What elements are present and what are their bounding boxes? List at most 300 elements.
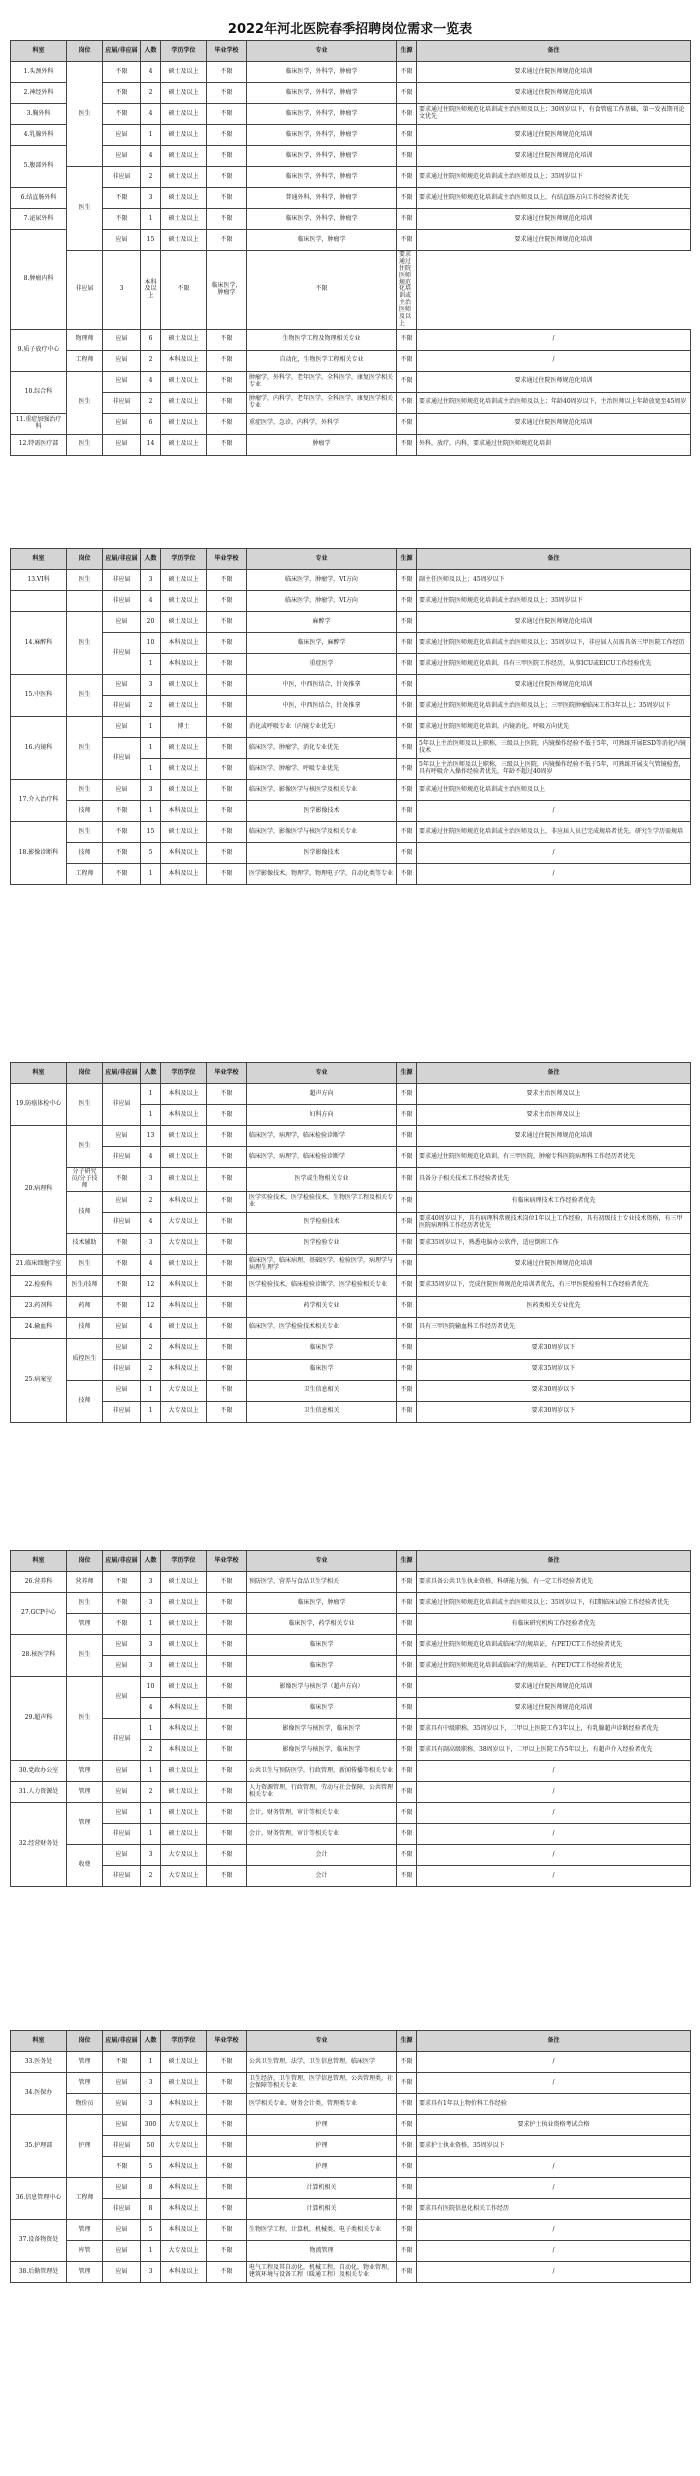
table-cell: 硕士及以上 [161, 675, 207, 696]
table-cell: 不限 [397, 780, 417, 801]
table-cell: 医生 [67, 371, 103, 434]
table-cell: 不限 [397, 2094, 417, 2115]
table-cell: 12 [141, 1275, 161, 1296]
table-row [11, 1593, 691, 1614]
table-cell: 1 [141, 1761, 161, 1782]
column-header-major: 专业 [247, 549, 397, 570]
table-cell: 肿瘤学 [247, 434, 397, 455]
table-cell: 硕士及以上 [161, 1317, 207, 1338]
table-cell: 临床医学，肿瘤学，消化专业优先 [247, 738, 397, 759]
table-cell: 20 [141, 612, 161, 633]
table-cell: 硕士及以上 [161, 209, 207, 230]
table-cell: 分子研究员/分子技师 [67, 1168, 103, 1192]
table-row [11, 1401, 691, 1422]
table-cell: 要求通过住院医师规范化培训 [417, 371, 691, 392]
table-cell: 药学相关专业 [247, 1296, 397, 1317]
table-cell: 不限 [207, 1761, 247, 1782]
table-cell: 不限 [207, 188, 247, 209]
table-cell: 22.检验科 [11, 1275, 67, 1296]
table-cell: 会计 [247, 1845, 397, 1866]
table-cell: 要求通过住院医师规范化培训 [417, 675, 691, 696]
table-cell: 2 [141, 350, 161, 371]
table-cell: 不限 [397, 570, 417, 591]
table-cell: 不限 [397, 167, 417, 188]
table-cell: 1 [141, 1719, 161, 1740]
column-header-origin: 生源 [397, 1063, 417, 1084]
table-cell: 医生 [67, 612, 103, 675]
table-cell: 医学影像技术，物理学，物理电子学，自动化类等专业 [247, 864, 397, 885]
table-cell: 1 [141, 1803, 161, 1824]
table-cell: 硕士及以上 [161, 1254, 207, 1275]
table-cell: 3 [141, 1656, 161, 1677]
table-cell: 要求通过住院医师规范化培训或主治医师及以上，非应届人员已完成规培者优先，研究生学历需规培 [417, 822, 691, 843]
table-cell: 不限 [207, 2157, 247, 2178]
table-cell: 应届 [103, 350, 141, 371]
table-cell: 应届 [103, 675, 141, 696]
table-cell: 硕士及以上 [161, 1614, 207, 1635]
table-cell: 临床医学，肿瘤学 [247, 1593, 397, 1614]
table-cell: 6 [141, 329, 161, 350]
table-row [11, 738, 691, 759]
table-cell: 不限 [207, 1275, 247, 1296]
table-cell: 医学影像技术 [247, 801, 397, 822]
table-cell: 27.GCP中心 [11, 1593, 67, 1635]
table-cell: 管理 [67, 2052, 103, 2073]
table-row [11, 83, 691, 104]
column-header-remarks: 备注 [417, 549, 691, 570]
table-row [11, 1572, 691, 1593]
table-cell: 肿瘤学，外科学，老年医学，全科医学，康复医学相关专业 [247, 371, 397, 392]
table-cell: 要求通过住院医师规范化培训或主治医师及以上；三甲医院肿瘤临床工作3年以上；35周岁以下 [417, 696, 691, 717]
table-cell: 不限 [397, 1317, 417, 1338]
table-cell: 医生 [67, 822, 103, 843]
table-cell: 不限 [207, 780, 247, 801]
table-cell: 医生 [67, 780, 103, 801]
table-cell: 不限 [397, 1719, 417, 1740]
table-cell: 非应届 [103, 2136, 141, 2157]
table-cell: 硕士及以上 [161, 1147, 207, 1168]
table-cell: 不限 [207, 1168, 247, 1192]
table-cell: 不限 [397, 1761, 417, 1782]
table-cell: 临床医学 [247, 1656, 397, 1677]
table-row [11, 1212, 691, 1233]
table-cell: 副主任医师及以上；45周岁以下 [417, 570, 691, 591]
table-cell: 不限 [207, 1191, 247, 1212]
table-row [11, 1803, 691, 1824]
table-cell: 物理师 [67, 329, 103, 350]
table-row [11, 1233, 691, 1254]
column-header-origin: 生源 [397, 1551, 417, 1572]
table-cell: 15 [141, 230, 161, 251]
table-cell: 大专及以上 [161, 1380, 207, 1401]
column-header-major: 专业 [247, 1063, 397, 1084]
table-row [11, 329, 691, 350]
table-cell: 应届 [103, 2115, 141, 2136]
table-cell: 要求通过住院医师规范化培训或主治医师及以上；35周岁以下，非应届人员需具备三甲医院工作经历 [417, 633, 691, 654]
table-cell: 大专及以上 [161, 2136, 207, 2157]
table-cell: 5 [141, 2220, 161, 2241]
table-cell: 重症医学，急诊，内科学，外科学 [247, 413, 397, 434]
table-cell: 17.介入治疗科 [11, 780, 67, 822]
table-cell: 不限 [397, 1656, 417, 1677]
table-cell: 3 [141, 1845, 161, 1866]
table-cell: 要求通过住院医师规范化培训或临床学的规培证，有PET/CT工作经验者优先 [417, 1635, 691, 1656]
table-cell: 本科及以上 [161, 2220, 207, 2241]
table-cell: / [417, 2241, 691, 2262]
table-row [11, 2157, 691, 2178]
table-cell: 2.神经外科 [11, 83, 67, 104]
table-cell: 质控医生 [67, 1338, 103, 1380]
table-cell: 10 [141, 633, 161, 654]
table-cell: 不限 [207, 1126, 247, 1147]
table-cell: 非应届 [103, 1147, 141, 1168]
column-header-position: 岗位 [67, 41, 103, 62]
table-cell: 应届 [103, 2220, 141, 2241]
table-cell: 不限 [103, 83, 141, 104]
table-cell: 3 [141, 2073, 161, 2094]
table-cell: 影像医学与核医学（超声方向） [247, 1677, 397, 1698]
table-cell: 不限 [207, 759, 247, 780]
table-cell: 医学检验专业 [247, 1233, 397, 1254]
table-cell: 1 [141, 2241, 161, 2262]
table-cell: 非应届 [103, 1401, 141, 1422]
table-cell: 要求35周岁以下，完成住院医师规范化培训者优先，有三甲医院检验科工作经验者优先 [417, 1275, 691, 1296]
table-cell: 不限 [161, 251, 207, 330]
table-cell: / [417, 1845, 691, 1866]
table-cell: 要求30周岁以下 [417, 1380, 691, 1401]
column-header-fresh-grad: 应届/非应届 [103, 41, 141, 62]
table-cell: 不限 [397, 1168, 417, 1192]
table-cell: 要求具有医院信息化相关工作经历 [417, 2199, 691, 2220]
table-cell: 28.核医学科 [11, 1635, 67, 1677]
table-cell: 要求35周岁以下，熟悉电脑办公软件，适应倒班工作 [417, 1233, 691, 1254]
table-cell: 应届 [103, 146, 141, 167]
table-cell: 应届 [103, 1338, 141, 1359]
table-cell: 不限 [207, 1740, 247, 1761]
table-cell: 不限 [397, 738, 417, 759]
table-cell: 不限 [103, 1614, 141, 1635]
table-cell: 不限 [397, 1635, 417, 1656]
table-cell: 临床医学，肿瘤学 [247, 230, 397, 251]
table-cell: 不限 [207, 1803, 247, 1824]
table-row [11, 2073, 691, 2094]
table-cell: 物价员 [67, 2094, 103, 2115]
table-cell: 不限 [207, 675, 247, 696]
table-cell: 11.重症加强治疗科 [11, 413, 67, 434]
table-cell: 超声方向 [247, 1084, 397, 1105]
table-cell: 非应届 [103, 1084, 141, 1126]
table-cell: 不限 [397, 230, 417, 251]
table-cell: 1 [141, 1614, 161, 1635]
table-cell: 不限 [207, 1635, 247, 1656]
table-cell: 不限 [207, 413, 247, 434]
table-row [11, 371, 691, 392]
table-cell: 要求通过住院医师规范化培训或主治医师及以上；35周岁以下 [417, 167, 691, 188]
table-cell: 3.胸外科 [11, 104, 67, 125]
table-cell: 要求35周岁以下 [417, 1359, 691, 1380]
table-cell: 管理 [67, 1761, 103, 1782]
column-header-headcount: 人数 [141, 1551, 161, 1572]
table-cell: 应届 [103, 717, 141, 738]
table-cell: 不限 [207, 125, 247, 146]
table-row [11, 1866, 691, 1887]
table-cell: 1 [141, 801, 161, 822]
table-cell: / [417, 843, 691, 864]
table-cell: 不限 [207, 1317, 247, 1338]
table-cell: 本科及以上 [161, 1275, 207, 1296]
table-cell: 不限 [397, 2052, 417, 2073]
column-header-remarks: 备注 [417, 2031, 691, 2052]
table-cell: 7.泌尿外科 [11, 209, 67, 230]
table-cell: 10.综合科 [11, 371, 67, 413]
table-cell: 技师 [67, 801, 103, 822]
table-cell: 要求通过住院医师规范化培训或主治医师及以上 [397, 251, 417, 330]
table-cell: 4 [141, 62, 161, 83]
table-cell: 生物医学工程及物理相关专业 [247, 329, 397, 350]
table-cell: 要求通过住院医师规范化培训或主治医师及以上；35周岁以下，有I期临床试验工作经验者优先 [417, 1593, 691, 1614]
table-cell: 不限 [103, 843, 141, 864]
table-cell: 5.腹部外科 [11, 146, 67, 188]
table-cell: 不限 [103, 2157, 141, 2178]
table-cell: 管理 [67, 1614, 103, 1635]
table-cell: 不限 [103, 1254, 141, 1275]
table-cell: 不限 [207, 1254, 247, 1275]
column-header-origin: 生源 [397, 549, 417, 570]
table-cell: 不限 [397, 2136, 417, 2157]
table-cell: 不限 [207, 1614, 247, 1635]
table-cell: 1 [141, 125, 161, 146]
table-cell: 影像医学与核医学，临床医学 [247, 1740, 397, 1761]
recruitment-table [10, 1550, 691, 1887]
table-cell: 本科及以上 [161, 350, 207, 371]
table-cell: 不限 [397, 591, 417, 612]
table-cell: 应届 [103, 2094, 141, 2115]
table-cell [67, 591, 103, 612]
table-cell: 硕士及以上 [161, 780, 207, 801]
table-row [11, 2115, 691, 2136]
table-cell: 要求通过住院医师规范化培训，具有三甲医院工作经历，从事ICU或EICU工作经验优先 [417, 654, 691, 675]
table-cell: 要求通过住院医师规范化培训 [417, 612, 691, 633]
table-cell: 硕士及以上 [161, 612, 207, 633]
table-cell: 医生 [67, 1677, 103, 1761]
table-cell: 护理 [247, 2157, 397, 2178]
table-cell: 4 [141, 371, 161, 392]
table-cell: 本科及以上 [161, 801, 207, 822]
table-cell: 医学检验技术，临床检验诊断学，医学检验相关专业 [247, 1275, 397, 1296]
table-row [11, 1635, 691, 1656]
table-cell: 技师 [67, 1317, 103, 1338]
table-cell: 硕士及以上 [161, 1126, 207, 1147]
table-cell: 有临床病理技术工作经验者优先 [417, 1191, 691, 1212]
table-cell: 非应届 [103, 570, 141, 591]
table-cell: 硕士及以上 [161, 759, 207, 780]
table-cell: 本科及以上 [161, 1338, 207, 1359]
table-cell: 不限 [103, 822, 141, 843]
table-cell: 3 [141, 1635, 161, 1656]
table-row [11, 1761, 691, 1782]
table-cell: 3 [141, 675, 161, 696]
table-cell: 医生 [67, 717, 103, 780]
table-cell: 18.影像诊断科 [11, 822, 67, 885]
table-cell: 不限 [397, 717, 417, 738]
table-cell: 管理 [67, 2073, 103, 2094]
table-cell: 外科，放疗，内科，要求通过住院医师规范化培训 [417, 434, 691, 455]
table-cell: 1 [141, 717, 161, 738]
table-row [11, 104, 691, 125]
table-cell: 普通外科，外科学，肿瘤学 [247, 188, 397, 209]
table-cell: 不限 [103, 104, 141, 125]
table-cell: 应届 [103, 1782, 141, 1803]
table-cell: 硕士及以上 [161, 1168, 207, 1192]
table-cell: 本科及以上 [161, 1740, 207, 1761]
table-cell: 不限 [397, 1803, 417, 1824]
table-cell: 临床医学，外科学，肿瘤学 [247, 62, 397, 83]
table-cell: 不限 [397, 83, 417, 104]
column-header-degree: 学历学位 [161, 549, 207, 570]
table-cell: 不限 [397, 654, 417, 675]
column-header-degree: 学历学位 [161, 41, 207, 62]
table-cell: 重症医学 [247, 654, 397, 675]
table-cell: 中医，中西医结合，针灸推拿 [247, 675, 397, 696]
table-cell: 医生 [67, 1126, 103, 1168]
table-cell: 不限 [207, 633, 247, 654]
table-cell: 15.中医科 [11, 675, 67, 717]
table-cell: 临床医学，影像医学与核医学及相关专业 [247, 822, 397, 843]
table-cell: 不限 [397, 371, 417, 392]
table-cell: 硕士及以上 [161, 2073, 207, 2094]
table-cell: 不限 [397, 1338, 417, 1359]
table-cell: 不限 [207, 1338, 247, 1359]
table-cell: 10 [141, 1677, 161, 1698]
table-cell: 应届 [103, 1656, 141, 1677]
table-cell: 博士 [161, 717, 207, 738]
table-cell: 医学影像技术 [247, 843, 397, 864]
table-cell: 不限 [207, 62, 247, 83]
table-row [11, 2220, 691, 2241]
table-cell: 不限 [397, 2199, 417, 2220]
table-cell: 3 [141, 188, 161, 209]
table-cell: 不限 [397, 759, 417, 780]
table-row [11, 2262, 691, 2283]
table-cell: 不限 [103, 1275, 141, 1296]
table-cell: 硕士及以上 [161, 104, 207, 125]
table-cell: 硕士及以上 [161, 696, 207, 717]
table-cell: 要求通过住院医师规范化培训 [417, 1254, 691, 1275]
table-cell: 不限 [397, 1572, 417, 1593]
table-cell: 不限 [397, 1740, 417, 1761]
table-cell: / [417, 329, 691, 350]
table-cell: 本科及以上 [161, 2094, 207, 2115]
table-row [11, 188, 691, 209]
table-cell: 4 [141, 1254, 161, 1275]
column-header-dept: 科室 [11, 549, 67, 570]
table-cell: 不限 [247, 251, 397, 330]
table-cell: 临床医学，药学相关专业 [247, 1614, 397, 1635]
table-cell: 硕士及以上 [161, 1824, 207, 1845]
table-cell: 3 [103, 251, 141, 330]
table-cell: 本科及以上 [161, 1191, 207, 1212]
table-cell: 6.结直肠外科 [11, 188, 67, 209]
table-cell: 不限 [397, 1845, 417, 1866]
table-cell: 要求主治医师及以上 [417, 1084, 691, 1105]
table-cell: 不限 [397, 1677, 417, 1698]
table-cell: / [417, 1824, 691, 1845]
table-row [11, 1614, 691, 1635]
column-header-dept: 科室 [11, 1551, 67, 1572]
recruitment-table [10, 548, 691, 885]
table-cell: 不限 [397, 1105, 417, 1126]
table-cell: 本科及以上 [161, 1698, 207, 1719]
table-cell: 不限 [397, 1084, 417, 1105]
table-cell: 21.临床细胞学室 [11, 1254, 67, 1275]
table-cell: 硕士及以上 [161, 591, 207, 612]
table-cell: 3 [141, 1572, 161, 1593]
table-cell: 不限 [103, 62, 141, 83]
table-cell: 24.输血科 [11, 1317, 67, 1338]
table-row [11, 2052, 691, 2073]
table-cell: 临床医学，外科学，肿瘤学 [247, 146, 397, 167]
table-cell: 营养师 [67, 1572, 103, 1593]
table-cell: 医生 [67, 62, 103, 167]
table-cell: 要求通过住院医师规范化培训 [417, 1698, 691, 1719]
table-row [11, 570, 691, 591]
table-cell: 要求通过住院医师规范化培训或主治医师及以上 [417, 780, 691, 801]
table-cell: 非应届 [103, 738, 141, 780]
table-cell: 4 [141, 1147, 161, 1168]
table-cell: 不限 [103, 1296, 141, 1317]
table-cell: 本科及以上 [161, 633, 207, 654]
table-row [11, 1084, 691, 1105]
table-cell: 医生 [67, 1593, 103, 1614]
table-cell: 硕士及以上 [161, 83, 207, 104]
table-cell: 非应届 [67, 251, 103, 330]
recruitment-table [10, 40, 691, 456]
table-row [11, 209, 691, 230]
table-cell: 硕士及以上 [161, 1572, 207, 1593]
table-cell: 要求具有中级职称，35周岁以下，二甲以上医院工作3年以上，有乳腺超声诊断经验者优先 [417, 1719, 691, 1740]
column-header-major: 专业 [247, 1551, 397, 1572]
table-cell: 应届 [103, 1803, 141, 1824]
table-row [11, 62, 691, 83]
table-cell: 本科及以上 [161, 1359, 207, 1380]
column-header-position: 岗位 [67, 1063, 103, 1084]
table-row [11, 2136, 691, 2157]
table-cell: 不限 [207, 230, 247, 251]
table-cell: 不限 [207, 209, 247, 230]
table-cell: 1 [141, 209, 161, 230]
table-cell: 非应届 [103, 633, 141, 675]
table-cell: 不限 [207, 1084, 247, 1105]
table-cell: 要求40周岁以下，具有病理科常规技术岗位1年以上工作经验，具有初级技士专业技术资格，有三甲医院病理科工作经历者优先 [417, 1212, 691, 1233]
table-cell: 应届 [103, 1191, 141, 1212]
table-cell: 生物医学工程，计算机，机械类，电子类相关专业 [247, 2220, 397, 2241]
table-row [11, 2241, 691, 2262]
table-cell: 5 [141, 843, 161, 864]
table-cell: 3 [141, 2262, 161, 2283]
table-cell: 不限 [207, 1845, 247, 1866]
table-cell: 12.特需医疗部 [11, 434, 67, 455]
table-cell: 硕士及以上 [161, 146, 207, 167]
column-header-school: 毕业学校 [207, 2031, 247, 2052]
table-cell: 硕士及以上 [161, 1761, 207, 1782]
table-row [11, 146, 691, 167]
table-cell: 不限 [207, 570, 247, 591]
table-cell: 不限 [397, 2115, 417, 2136]
column-header-degree: 学历学位 [161, 1063, 207, 1084]
table-cell: 3 [141, 1593, 161, 1614]
column-header-dept: 科室 [11, 1063, 67, 1084]
table-cell: 5年以上主治医师及以上职称，三级以上医院，内镜操作经验不低于5年，可熟练开展支气管镜检查，具有呼吸介入操作经验者优先，年龄不超过40周岁 [417, 759, 691, 780]
